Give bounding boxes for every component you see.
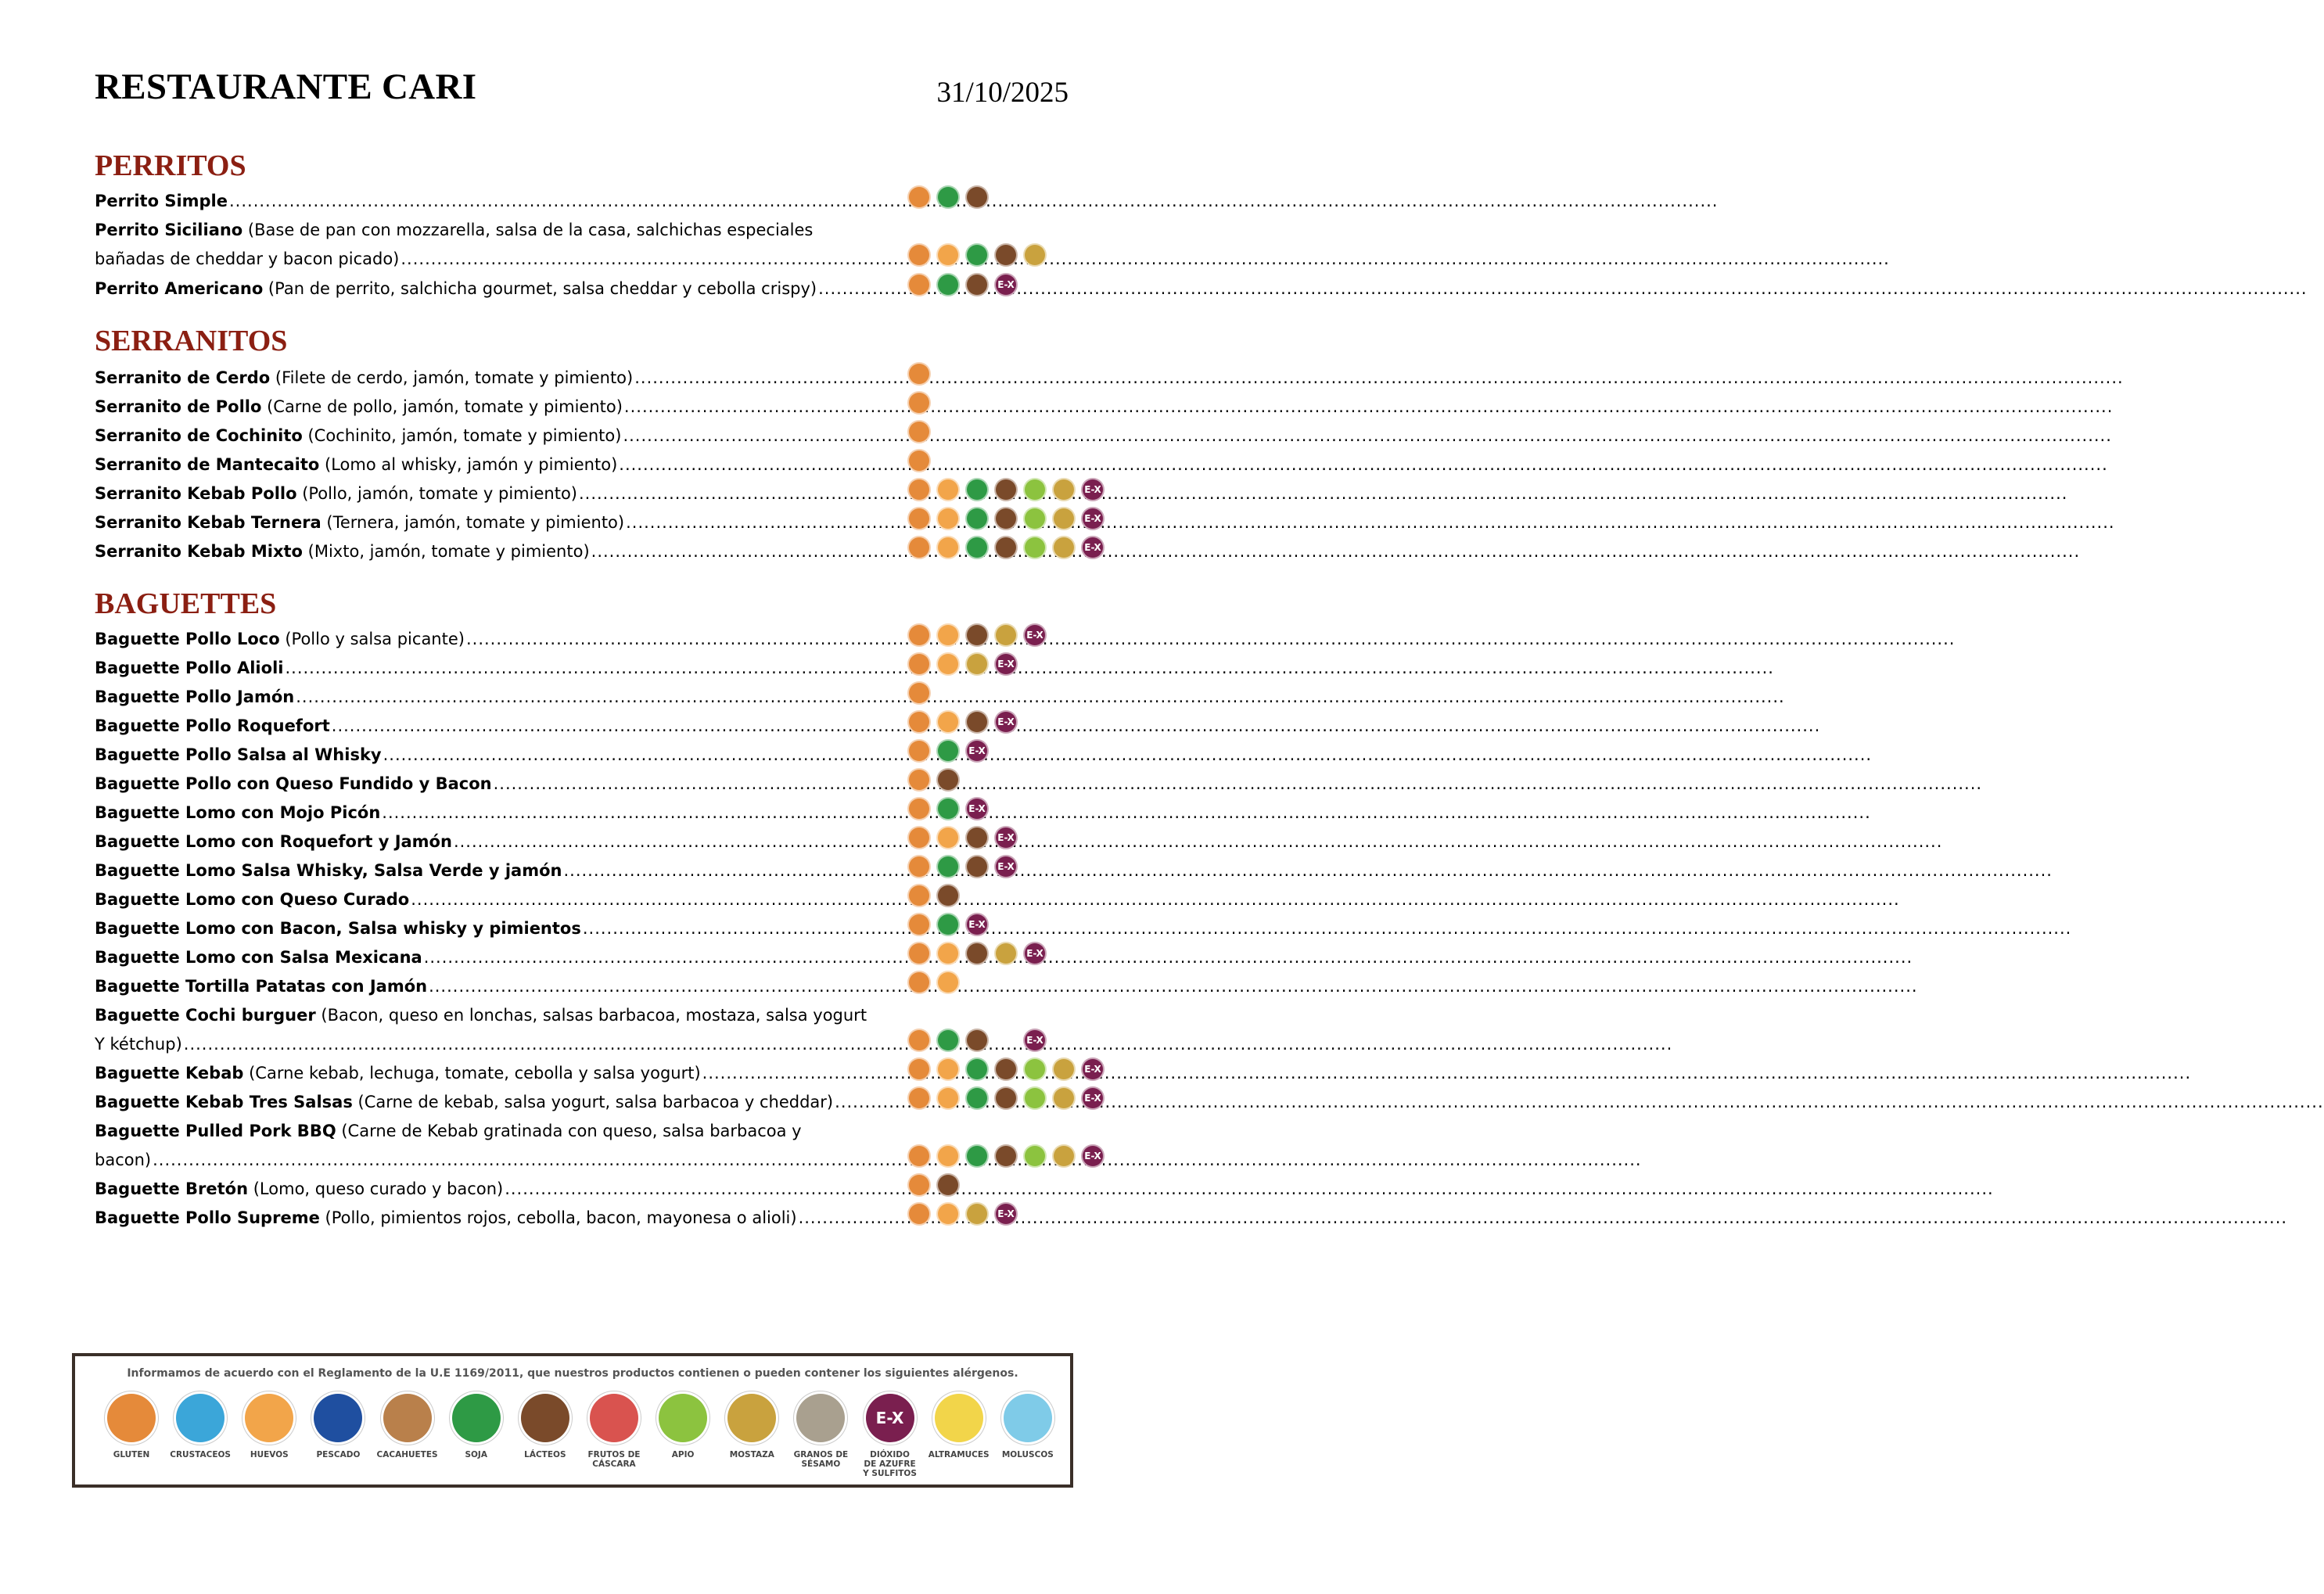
- gluten-icon: [907, 942, 931, 965]
- menu-page: [0, 0, 1126, 1594]
- allergen-icons: [907, 680, 936, 705]
- menu-item: [95, 503, 889, 532]
- menu-date: 31/10/2025: [936, 77, 1069, 109]
- legend-label: SOJA: [465, 1450, 487, 1459]
- legend-item-mostaza: [719, 1394, 785, 1478]
- legend-label: DIÓXIDO DE AZUFRE Y SULFITOS: [863, 1450, 917, 1478]
- sulfitos-icon: E-X: [1081, 507, 1105, 530]
- menu-item: [95, 706, 889, 735]
- soja-icon: [965, 1086, 989, 1110]
- fish-icon: [314, 1394, 362, 1442]
- lacteos-icon: [994, 1057, 1018, 1081]
- legend-item-altramuces: [926, 1394, 992, 1478]
- menu-item-description: (Carne kebab, lechuga, tomate, cebolla y salsa yogurt): [243, 1064, 701, 1082]
- huevos-icon: [936, 478, 960, 501]
- menu-item: [95, 764, 889, 793]
- menu-item-name: Baguette Pulled Pork BBQ: [95, 1122, 336, 1140]
- legend-label: HUEVOS: [250, 1450, 289, 1459]
- huevos-icon: [936, 1086, 960, 1110]
- soja-icon: [965, 507, 989, 530]
- menu-item: [95, 677, 889, 706]
- shell-icon: [1004, 1394, 1052, 1442]
- legend-item-lacteos: [512, 1394, 578, 1478]
- gluten-icon: [907, 243, 931, 267]
- menu-item-description: (Carne de kebab, salsa yogurt, salsa barbacoa y cheddar): [352, 1093, 834, 1111]
- gluten-icon: [907, 1173, 931, 1197]
- menu-item-description: (Ternera, jamón, tomate y pimiento): [321, 513, 625, 532]
- menu-item-name: Baguette Lomo con Mojo Picón: [95, 803, 381, 822]
- menu-item-description: (Pollo, jamón, tomate y pimiento): [296, 484, 577, 503]
- menu-item-description: (Lomo, queso curado y bacon): [248, 1179, 504, 1198]
- allergen-icons: [907, 1086, 1110, 1111]
- menu-item-name: Baguette Lomo con Bacon, Salsa whisky y pimientos: [95, 919, 581, 938]
- huevos-icon: [936, 652, 960, 676]
- sulfitos-icon: E-X: [1081, 536, 1105, 559]
- allergen-icons: [907, 912, 994, 937]
- mostaza-icon: [1052, 536, 1076, 559]
- menu-item-description: (Cochinito, jamón, tomate y pimiento): [302, 426, 622, 445]
- section-title-baguettes: BAGUETTES: [95, 587, 277, 620]
- menu-item-description: (Pan de perrito, salchicha gourmet, salsa cheddar y cebolla crispy): [263, 279, 817, 298]
- menu-item-description: (Lomo al whisky, jamón y pimiento): [319, 455, 618, 474]
- allergen-icons: [907, 448, 936, 473]
- allergen-legend: [72, 1353, 1073, 1488]
- huevos-icon: [936, 536, 960, 559]
- restaurant-title: RESTAURANTE CARI: [95, 66, 477, 107]
- menu-item: [95, 909, 889, 938]
- gluten-icon: [907, 797, 931, 820]
- legend-label: APIO: [671, 1450, 695, 1459]
- legend-item-frutos_cascara: [581, 1394, 647, 1478]
- menu-item-description: (Pollo, pimientos rojos, cebolla, bacon, mayonesa o alioli): [319, 1208, 797, 1227]
- legend-item-apio: [650, 1394, 716, 1478]
- menu-item-line: [95, 1140, 889, 1169]
- huevos-icon: [936, 710, 960, 734]
- legend-item-sulfitos: [857, 1394, 923, 1478]
- huevos-icon: [936, 826, 960, 849]
- dot-leader: [619, 455, 2107, 474]
- menu-item: [95, 1198, 889, 1227]
- dot-leader: [429, 977, 1917, 996]
- allergen-icons: [907, 1201, 1023, 1226]
- soja-icon: [936, 185, 960, 209]
- menu-item-name: Baguette Pollo Salsa al Whisky: [95, 745, 382, 764]
- sulfitos-icon: E-X: [994, 273, 1018, 296]
- menu-item-name: Baguette Lomo con Queso Curado: [95, 890, 410, 909]
- allergen-icons: [907, 185, 994, 210]
- menu-item: [95, 474, 889, 503]
- gluten-icon: [907, 1057, 931, 1081]
- celery-icon: [659, 1394, 707, 1442]
- sulfitos-icon: E-X: [1023, 942, 1047, 965]
- menu-item-description: (Base de pan con mozzarella, salsa de la casa, salchichas especiales: [242, 221, 814, 239]
- gluten-icon: [907, 536, 931, 559]
- menu-item-line: [95, 210, 889, 239]
- nut-icon: [590, 1394, 638, 1442]
- menu-item-name: Serranito Kebab Pollo: [95, 484, 297, 503]
- menu-item-description: (Carne de Kebab gratinada con queso, salsa barbacoa y: [336, 1122, 802, 1140]
- dot-leader: [494, 774, 1982, 793]
- menu-item-name: Baguette Pollo Alioli: [95, 659, 284, 677]
- gluten-icon: [907, 971, 931, 994]
- soja-icon: [936, 797, 960, 820]
- soja-icon: [965, 536, 989, 559]
- mostaza-icon: [965, 652, 989, 676]
- mostaza-icon: [1052, 507, 1076, 530]
- huevos-icon: [936, 971, 960, 994]
- menu-item-name: Baguette Pollo Loco: [95, 630, 280, 648]
- menu-item-description: (Bacon, queso en lonchas, salsas barbacoa, mostaza, salsa yogurt: [315, 1006, 867, 1025]
- huevos-icon: [936, 1057, 960, 1081]
- menu-item: [95, 793, 889, 822]
- lacteos-icon: [965, 710, 989, 734]
- menu-item: [95, 1054, 889, 1082]
- menu-item-line: [95, 239, 889, 268]
- gluten-icon: [907, 1202, 931, 1226]
- dot-leader: [383, 745, 1872, 764]
- allergen-icons: [907, 1143, 1110, 1169]
- apio-icon: [1023, 1057, 1047, 1081]
- gluten-icon: [907, 391, 931, 415]
- allergen-icons: [907, 652, 1023, 677]
- legend-label: CACAHUETES: [376, 1450, 438, 1459]
- legend-item-soja: [444, 1394, 509, 1478]
- dot-leader: [626, 513, 2114, 532]
- sulfitos-icon: E-X: [994, 1202, 1018, 1226]
- menu-item: [95, 880, 889, 909]
- lacteos-icon: [994, 1144, 1018, 1168]
- menu-item-name: Serranito de Cochinito: [95, 426, 303, 445]
- allergen-icons: [907, 883, 965, 908]
- mostaza-icon: [1023, 243, 1047, 267]
- mostaza-icon: [1052, 1144, 1076, 1168]
- menu-item: [95, 181, 889, 210]
- allergen-icons: [907, 242, 1052, 267]
- apio-icon: [1023, 478, 1047, 501]
- allergen-icons: [907, 361, 936, 386]
- gluten-icon: [907, 478, 931, 501]
- menu-item-name: Serranito de Cerdo: [95, 368, 271, 387]
- sulfitos-icon: E-X: [1023, 623, 1047, 647]
- gluten-icon: [907, 768, 931, 792]
- legend-label: GRANOS DE SÉSAMO: [793, 1450, 849, 1469]
- lacteos-icon: [965, 942, 989, 965]
- allergen-icons: [907, 941, 1052, 966]
- huevos-icon: [936, 507, 960, 530]
- allergen-icons: [907, 1028, 1052, 1053]
- legend-label: GLUTEN: [113, 1450, 150, 1459]
- allergen-icons: [907, 419, 936, 444]
- menu-item-name: Baguette Pollo Jamón: [95, 688, 295, 706]
- gluten-icon: [907, 1029, 931, 1052]
- sulfitos-icon: E-X: [994, 826, 1018, 849]
- gluten-icon: [907, 185, 931, 209]
- legend-label: MOLUSCOS: [1001, 1450, 1054, 1459]
- allergen-icons: [907, 272, 1023, 297]
- lacteos-icon: [965, 1029, 989, 1052]
- menu-item: [95, 619, 889, 648]
- menu-item-name: Serranito de Pollo: [95, 397, 262, 416]
- mostaza-icon: [994, 623, 1018, 647]
- lacteos-icon: [994, 536, 1018, 559]
- menu-item: [95, 648, 889, 677]
- legend-label: CRUSTACEOS: [170, 1450, 231, 1459]
- apio-icon: [1023, 507, 1047, 530]
- menu-item-name: Baguette Cochi burguer: [95, 1006, 316, 1025]
- sulfitos-icon: E-X: [994, 652, 1018, 676]
- lacteos-icon: [965, 185, 989, 209]
- menu-item-description: (Filete de cerdo, jamón, tomate y pimiento): [270, 368, 634, 387]
- menu-item-name: Baguette Lomo con Roquefort y Jamón: [95, 832, 452, 851]
- gluten-icon: [907, 652, 931, 676]
- menu-item-name: Baguette Kebab: [95, 1064, 244, 1082]
- apio-icon: [1023, 1086, 1047, 1110]
- gluten-icon: [907, 739, 931, 763]
- gluten-icon: [907, 681, 931, 705]
- menu-item: [95, 735, 889, 764]
- legend-item-pescado: [305, 1394, 371, 1478]
- allergen-icons: [907, 1057, 1110, 1082]
- menu-item: [95, 822, 889, 851]
- lacteos-icon: [994, 1086, 1018, 1110]
- dot-leader: [401, 250, 1889, 268]
- legend-label: FRUTOS DE CÁSCARA: [587, 1450, 641, 1469]
- sulfitos-icon: E-X: [1081, 1144, 1105, 1168]
- dot-leader: [505, 1179, 1993, 1198]
- gluten-icon: [907, 273, 931, 296]
- crab-icon: [176, 1394, 224, 1442]
- allergen-icons: [907, 477, 1110, 502]
- dot-leader: [454, 832, 1942, 851]
- soja-icon: [936, 913, 960, 936]
- soy-icon: [452, 1394, 501, 1442]
- menu-item: [95, 416, 889, 445]
- menu-item: [95, 938, 889, 967]
- sulphites-icon: E-X: [866, 1394, 914, 1442]
- legend-item-huevos: [236, 1394, 302, 1478]
- mostaza-icon: [965, 1202, 989, 1226]
- legend-item-crustaceos: [167, 1394, 233, 1478]
- allergen-icons: [907, 738, 994, 763]
- legend-label: ALTRAMUCES: [928, 1450, 990, 1459]
- menu-item-name: Baguette Pollo con Queso Fundido y Bacon: [95, 774, 492, 793]
- lacteos-icon: [936, 884, 960, 907]
- soja-icon: [965, 1057, 989, 1081]
- menu-item: [95, 358, 889, 387]
- huevos-icon: [936, 623, 960, 647]
- mostaza-icon: [994, 942, 1018, 965]
- menu-item: [95, 387, 889, 416]
- soja-icon: [936, 1029, 960, 1052]
- menu-item-name: Serranito de Mantecaito: [95, 455, 320, 474]
- menu-item-name: Baguette Kebab Tres Salsas: [95, 1093, 353, 1111]
- menu-item-name: Baguette Lomo Salsa Whisky, Salsa Verde y jamón: [95, 861, 562, 880]
- gluten-icon: [907, 855, 931, 878]
- allergen-icons: [907, 767, 965, 792]
- wheat-icon: [107, 1394, 156, 1442]
- menu-item: [95, 445, 889, 474]
- lacteos-icon: [994, 243, 1018, 267]
- dot-leader: [634, 368, 2123, 387]
- mostaza-icon: [1052, 478, 1076, 501]
- allergen-icons: [907, 709, 1023, 734]
- menu-item: [95, 532, 889, 561]
- menu-item-description: bacon): [95, 1151, 152, 1169]
- sulfitos-icon: E-X: [1081, 478, 1105, 501]
- eggs-icon: [245, 1394, 293, 1442]
- menu-item-name: Baguette Pollo Supreme: [95, 1208, 320, 1227]
- sesame-icon: [796, 1394, 845, 1442]
- menu-item-name: Serranito Kebab Mixto: [95, 542, 303, 561]
- gluten-icon: [907, 449, 931, 472]
- gluten-icon: [907, 420, 931, 443]
- lacteos-icon: [965, 623, 989, 647]
- sulfitos-icon: E-X: [994, 855, 1018, 878]
- allergen-icons: [907, 623, 1052, 648]
- gluten-icon: [907, 1086, 931, 1110]
- dot-leader: [818, 279, 2307, 298]
- menu-item-name: Perrito Americano: [95, 279, 264, 298]
- legend-label: PESCADO: [316, 1450, 361, 1459]
- dot-leader: [285, 659, 1773, 677]
- sulfitos-icon: E-X: [1081, 1057, 1105, 1081]
- menu-item-description: (Mixto, jamón, tomate y pimiento): [302, 542, 590, 561]
- menu-item-name: Baguette Tortilla Patatas con Jamón: [95, 977, 428, 996]
- dot-leader: [623, 426, 2111, 445]
- huevos-icon: [936, 1202, 960, 1226]
- dot-leader: [424, 948, 1913, 967]
- section-title-perritos: PERRITOS: [95, 149, 246, 182]
- soja-icon: [965, 478, 989, 501]
- dot-leader: [382, 803, 1870, 822]
- allergen-icons: [907, 796, 994, 821]
- menu-item: [95, 269, 889, 298]
- huevos-icon: [936, 243, 960, 267]
- mustard-icon: [727, 1394, 776, 1442]
- sulfitos-icon: E-X: [994, 710, 1018, 734]
- gluten-icon: [907, 1144, 931, 1168]
- menu-item-description: (Carne de pollo, jamón, tomate y pimiento): [261, 397, 623, 416]
- dot-leader: [591, 542, 2080, 561]
- dot-leader: [563, 861, 2052, 880]
- legend-list: [99, 1394, 1061, 1478]
- lacteos-icon: [936, 768, 960, 792]
- gluten-icon: [907, 623, 931, 647]
- lacteos-icon: [965, 855, 989, 878]
- gluten-icon: [907, 507, 931, 530]
- soja-icon: [965, 243, 989, 267]
- legend-label: LÁCTEOS: [524, 1450, 566, 1459]
- gluten-icon: [907, 362, 931, 386]
- menu-item-line: [95, 1111, 889, 1140]
- lacteos-icon: [936, 1173, 960, 1197]
- dot-leader: [466, 630, 1955, 648]
- soja-icon: [936, 739, 960, 763]
- dot-leader: [624, 397, 2113, 416]
- huevos-icon: [936, 942, 960, 965]
- lacteos-icon: [994, 478, 1018, 501]
- allergen-icons: [907, 970, 965, 995]
- menu-item: [95, 851, 889, 880]
- allergen-icons: [907, 1172, 965, 1197]
- menu-item-line: [95, 996, 889, 1025]
- legend-label: MOSTAZA: [729, 1450, 774, 1459]
- lacteos-icon: [994, 507, 1018, 530]
- menu-item-line: [95, 1025, 889, 1054]
- menu-item-name: Baguette Pollo Roquefort: [95, 716, 330, 735]
- soja-icon: [965, 1144, 989, 1168]
- menu-item-name: Baguette Bretón: [95, 1179, 249, 1198]
- soja-icon: [936, 273, 960, 296]
- gluten-icon: [907, 884, 931, 907]
- apio-icon: [1023, 536, 1047, 559]
- sulfitos-icon: E-X: [1081, 1086, 1105, 1110]
- dot-leader: [411, 890, 1899, 909]
- allergen-icons: [907, 825, 1023, 850]
- allergen-icons: [907, 854, 1023, 879]
- sulfitos-icon: E-X: [965, 739, 989, 763]
- menu-item-name: Perrito Simple: [95, 192, 228, 210]
- dot-leader: [296, 688, 1784, 706]
- legend-item-moluscos: [995, 1394, 1061, 1478]
- sulfitos-icon: E-X: [965, 797, 989, 820]
- menu-item-name: Serranito Kebab Ternera: [95, 513, 321, 532]
- dot-leader: [579, 484, 2067, 503]
- lacteos-icon: [965, 826, 989, 849]
- legend-item-sesamo: [788, 1394, 853, 1478]
- peanut-icon: [383, 1394, 432, 1442]
- soja-icon: [936, 855, 960, 878]
- milk-jug-icon: [521, 1394, 569, 1442]
- gluten-icon: [907, 710, 931, 734]
- legend-item-cacahuetes: [375, 1394, 440, 1478]
- menu-item-description: (Pollo y salsa picante): [279, 630, 465, 648]
- menu-item: [95, 1169, 889, 1198]
- icon-spacer: [994, 1029, 1018, 1052]
- gluten-icon: [907, 826, 931, 849]
- menu-item-name: Baguette Lomo con Salsa Mexicana: [95, 948, 422, 967]
- menu-item-name: Perrito Siciliano: [95, 221, 243, 239]
- huevos-icon: [936, 1144, 960, 1168]
- menu-item-description: bañadas de cheddar y bacon picado): [95, 250, 400, 268]
- menu-item-description: Y kétchup): [95, 1035, 182, 1054]
- gluten-icon: [907, 913, 931, 936]
- dot-leader: [153, 1151, 1641, 1169]
- section-title-serranitos: SERRANITOS: [95, 325, 288, 357]
- mostaza-icon: [1052, 1057, 1076, 1081]
- mostaza-icon: [1052, 1086, 1076, 1110]
- dot-leader: [583, 919, 2071, 938]
- sulfitos-icon: E-X: [965, 913, 989, 936]
- menu-item: [95, 1082, 889, 1111]
- legend-item-gluten: [99, 1394, 164, 1478]
- legend-note: Informamos de acuerdo con el Reglamento de la U.E 1169/2011, que nuestros productos contienen o pueden contener los siguientes alérgenos.: [127, 1367, 1018, 1380]
- sulfitos-icon: E-X: [1023, 1029, 1047, 1052]
- allergen-icons: [907, 506, 1110, 531]
- allergen-icons: [907, 390, 936, 415]
- apio-icon: [1023, 1144, 1047, 1168]
- lupin-icon: [935, 1394, 983, 1442]
- menu-item: [95, 967, 889, 996]
- allergen-icons: [907, 535, 1110, 560]
- dot-leader: [332, 716, 1820, 735]
- lacteos-icon: [965, 273, 989, 296]
